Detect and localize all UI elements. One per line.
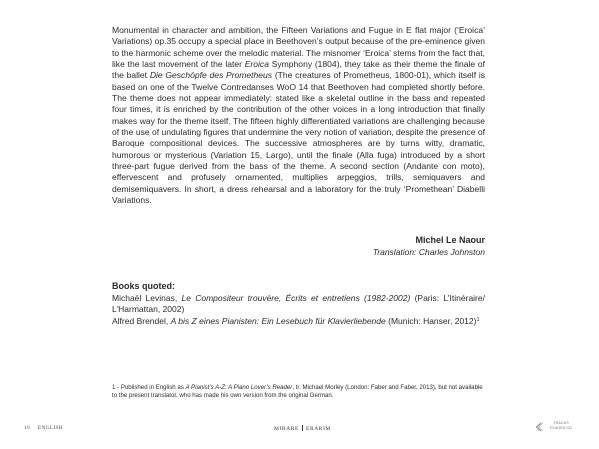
book-author: Alfred Brendel, (112, 316, 171, 326)
body-text-segment-2: Eroica (244, 59, 269, 70)
books-quoted-heading: Books quoted: (112, 281, 175, 291)
footer-language: ENGLISH (37, 425, 63, 431)
body-text-segment-4: Die Geschöpfe des Prometheus (149, 70, 273, 81)
footnote-text-post: , tr. Michael Morley (London: Faber and Faber, 2013), but not available to the present translator, who has made his own version from the original German. (112, 384, 483, 400)
footnote-title: A Pianist’s A-Z: A Piano Lover’s Reader (185, 384, 293, 391)
body-paragraph (112, 25, 485, 207)
brand-mirare: MIRARE (274, 426, 299, 432)
author-name: Michel Le Naour (415, 235, 485, 245)
body-text-segment-1: Monumental in character and ambition, the Fifteen Variations and Fugue in E flat major (‘Eroica’ Variations) op.35 occupy a special place in Beethoven’s output because of the pre-eminence given to the harmonic scheme over the melodic material. The misnomer ‘Eroica’ stems from the fact that, like the last movement of the later (112, 25, 485, 70)
footnote-marker: 1 - (112, 384, 121, 391)
translator-credit: Translation: Charles Johnston (372, 247, 485, 257)
book-publication: (Munich: Hanser, 2012) (385, 316, 477, 326)
tracks-nav-line-1: TRACKS (553, 421, 569, 425)
footnote-reference[interactable]: 1 (476, 317, 480, 323)
brand-divider (302, 425, 303, 431)
book-entry-levinas (112, 293, 485, 316)
book-entry-brendel (112, 316, 485, 327)
book-author: Michaël Levinas, (112, 293, 182, 303)
back-arrow-icon[interactable] (534, 422, 544, 432)
body-text-segment-3: Symphony (1804), they take as their theme the finale of the ballet (112, 59, 485, 81)
tracks-nav-line-2: PLAGES CD (550, 425, 572, 430)
book-title: Le Compositeur trouvère, Écrits et entretiens (1982-2002) (181, 293, 411, 303)
footer-brand-logo (274, 425, 331, 432)
footer-page-info (24, 425, 63, 431)
page-number: 10 (24, 425, 30, 431)
footnote (112, 384, 487, 401)
tracks-nav-link[interactable] (546, 421, 576, 430)
footnote-text-pre: Published in English as (120, 384, 186, 391)
book-title: A bis Z eines Pianisten: Ein Lesebuch für Klavierliebende (170, 316, 386, 326)
brand-erarim: ERARIM (306, 426, 331, 432)
body-text-segment-5: (The creatures of Prometheus, 1800-01), which itself is based on one of the Twelve Contredanses WoO 14 that Beethoven had completed shortly before. The theme does not appear immediately: stated like a skeletal outline in the bass and repeated four times, it is enriched by the contribution of the other voices in a long introduction that finally makes way for the theme itself. The fifteen highly differentiated variations are challenging because of the use of undulating figures that undermine the very notion of variation, despite the presence of Baroque compositional devices. The successive atmospheres are by turns witty, dramatic, humorous or mysterious (Variation 15, Largo), until the finale (Alla fuga) introduced by a short three-part fugue derived from the bass of the theme. A second section (Andante con moto), effervescent and profusely ornamented, multiplies arpeggios, trills, semiquavers and demisemiquavers. In short, a dress rehearsal and a laboratory for the truly ‘Promethean’ Diabelli Variations. (112, 70, 485, 206)
book-publication: (Paris: L’Itinéraire/ L’Harmattan, 2002) (112, 293, 485, 315)
